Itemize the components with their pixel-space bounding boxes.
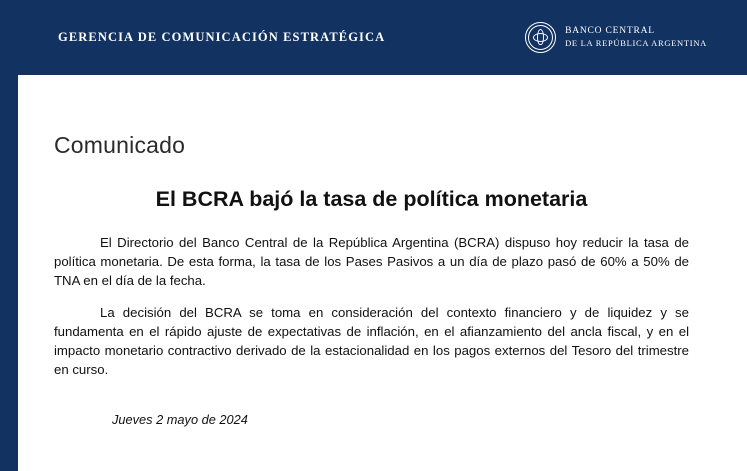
brand-line-1: BANCO CENTRAL	[565, 26, 655, 37]
bcra-seal-icon	[525, 22, 556, 53]
brand-line-2: DE LA REPÚBLICA ARGENTINA	[565, 38, 707, 49]
left-accent-bar	[0, 0, 18, 471]
seal-inner-ring	[528, 25, 553, 50]
page-title: El BCRA bajó la tasa de política monetaria	[155, 187, 588, 211]
document-kind-label: Comunicado	[54, 132, 186, 158]
paragraph-2: La decisión del BCRA se toma en consideración del contexto financiero y de liquidez y se fundamenta en el rápido ajuste de expectativas de inflación, en el afianzamiento del ancla fiscal, y en el impacto monetario contractivo derivado de la estacionalidad en los pagos externos del Tesoro del trimestre en curso.	[54, 305, 689, 378]
paragraph-1: El Directorio del Banco Central de la República Argentina (BCRA) dispuso hoy reducir la tasa de política monetaria. De esta forma, la tasa de los Pases Pasivos a un día de plazo pasó de 60% a 50% de TNA en el día de la fecha.	[54, 235, 689, 288]
brand-text	[565, 26, 707, 49]
document-body	[18, 75, 747, 471]
bcra-logo	[525, 22, 707, 53]
header-department-title: GERENCIA DE COMUNICACIÓN ESTRATÉGICA	[58, 30, 386, 44]
document-date: Jueves 2 mayo de 2024	[112, 412, 248, 428]
document-header	[18, 0, 747, 75]
